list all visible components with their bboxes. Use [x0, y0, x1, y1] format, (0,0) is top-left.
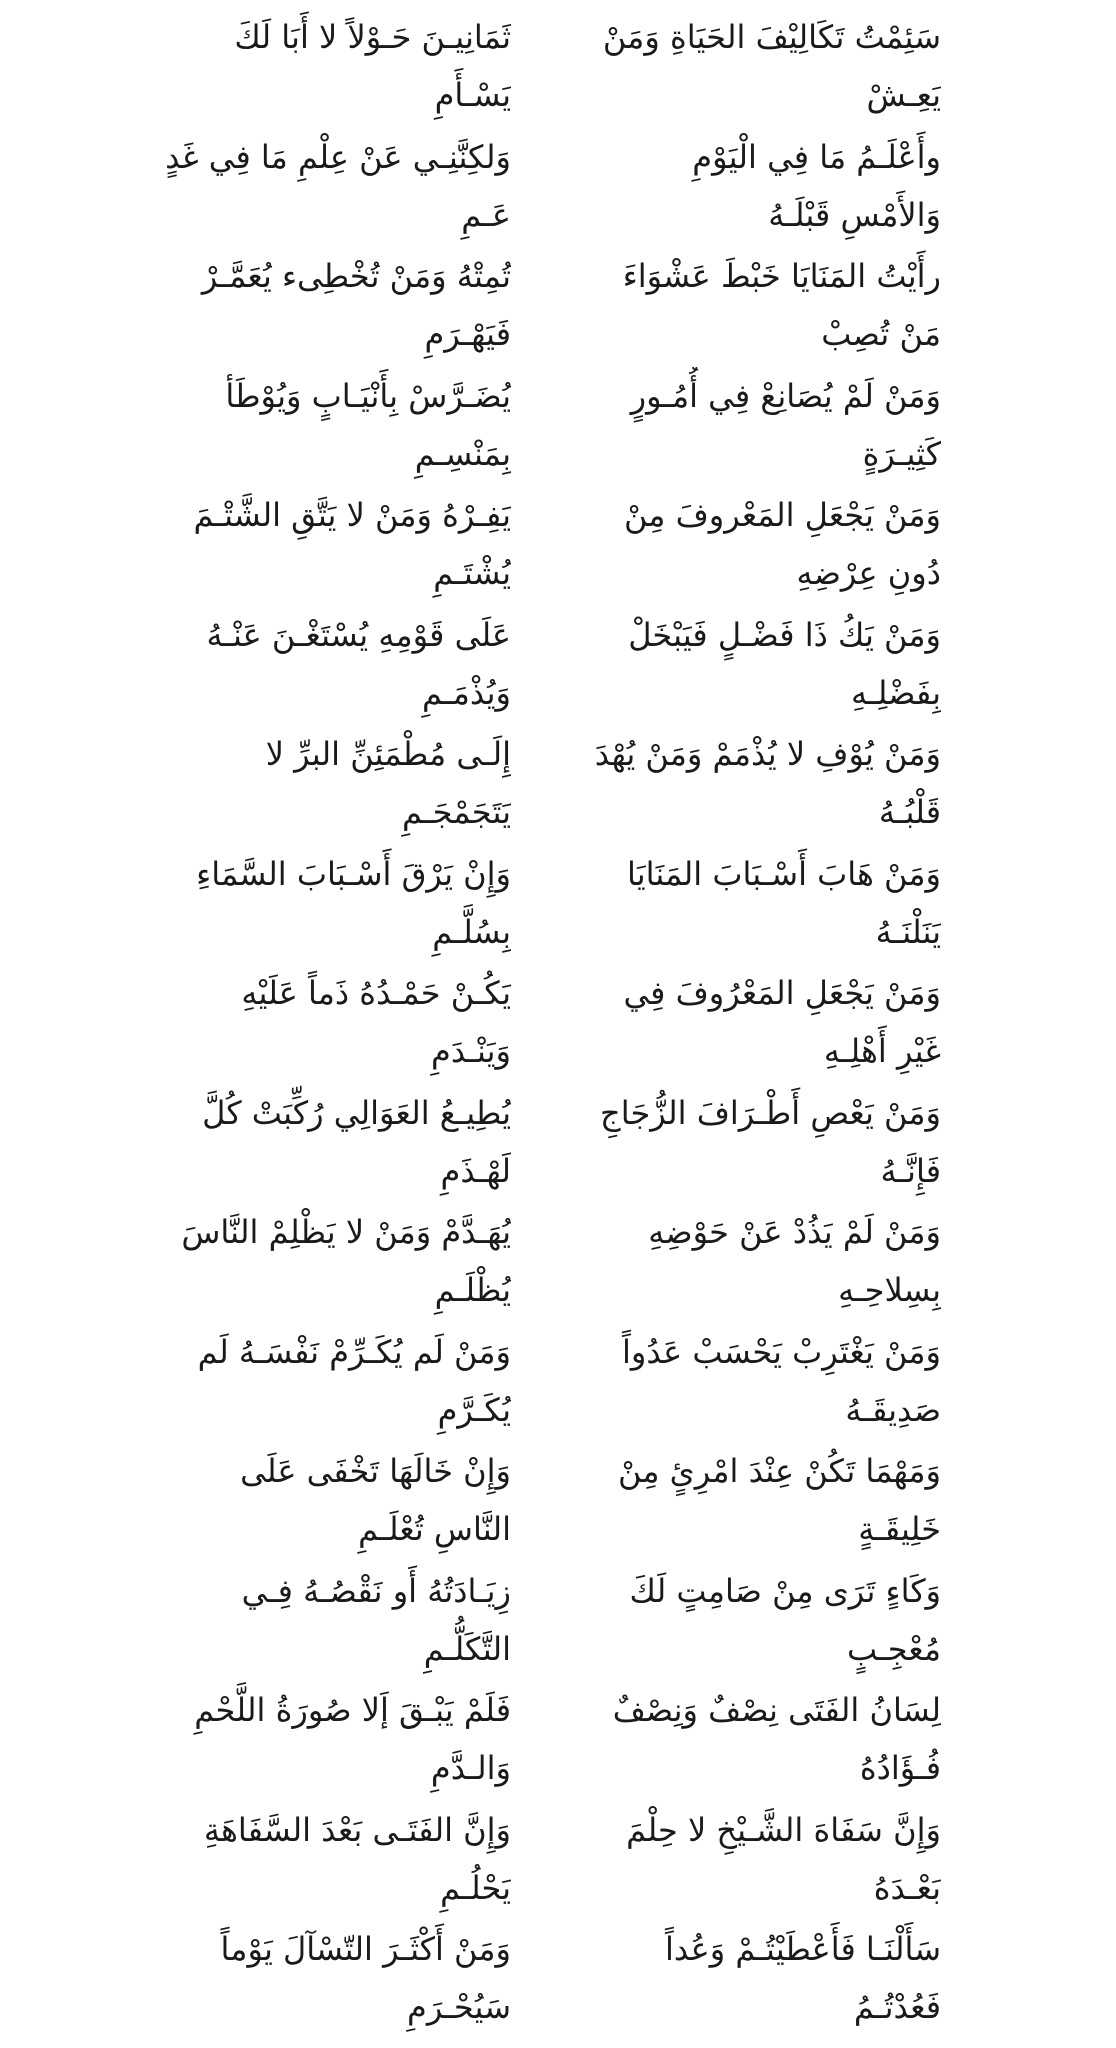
verse-row: [0, 128, 1116, 248]
verse-row: [0, 1681, 1116, 1801]
verse-second-hemistich: فَلَمْ يَبْـقَ إَلا صُورَةُ اللَّحْمِ وَالـدَّمِ: [194, 1691, 511, 1787]
verse-first-hemistich: وَمَهْمَا تَكُنْ عِنْدَ امْرِئٍ مِنْ خَلِيقَـةٍ: [618, 1452, 941, 1548]
verse-first-hemistich: وَمَنْ لَمْ يَذُدْ عَنْ حَوْضِهِ بِسِلاحِـهِ: [648, 1213, 941, 1309]
verse-first-hemistich: وَمَنْ هَابَ أَسْـبَابَ المَنَايَا يَنَلْنَـهُ: [626, 854, 941, 951]
verse-row: [0, 1203, 1116, 1323]
verse-first-hemistich: سَأَلْنَـا فَأَعْطَيْتُـمْ وَعُداً فَعُدْتُـمُ: [664, 1930, 941, 2026]
verse-row: [0, 1801, 1116, 1921]
verse-first-hemistich: وَمَنْ يَجْعَلِ المَعْروفَ مِنْ دُونِ عِرْضِهِ: [623, 496, 941, 592]
verse-first-hemistich: لِسَانُ الفَتَى نِصْفٌ وَنِصْفٌ فُـؤَادُهُ: [612, 1691, 941, 1787]
verse-first-hemistich: رأَيْتُ المَنَايَا خَبْطَ عَشْوَاءَ مَنْ تُصِبْ: [622, 257, 941, 353]
verse-row: [0, 367, 1116, 487]
verse-second-hemistich: وَمَنْ أَكْثَـرَ التّسْآلَ يَوْماً سَيُحْـرَمِ: [220, 1930, 511, 2026]
verse-row: [0, 1084, 1116, 1204]
verse-second-hemistich: إِلَـى مُطْمَئِنِّ البرِّ لا يَتَجَمْجَـمِ: [265, 735, 511, 831]
verse-row: [0, 725, 1116, 845]
verse-row: [0, 1562, 1116, 1682]
verse-first-hemistich: وَمَنْ يَجْعَلِ المَعْرُوفَ فِي غَيْرِ أَهْلِـهِ: [623, 974, 941, 1070]
verse-row: [0, 247, 1116, 367]
verse-second-hemistich: يُضَـرَّسْ بِأَنْيَـابٍ وَيُوْطَأ بِمَنْسِـمِ: [225, 376, 511, 473]
verse-row: [0, 1920, 1116, 2040]
verse-second-hemistich: يُهَـدَّمْ وَمَنْ لا يَظْلِمْ النَّاسَ يُظْلَـمِ: [181, 1213, 511, 1309]
verse-row: [0, 845, 1116, 965]
verse-second-hemistich: وَإِنْ خَالَهَا تَخْفَى عَلَى النَّاسِ تُعْلَـمِ: [240, 1452, 511, 1548]
verse-first-hemistich: وَمَنْ يَعْصِ أَطْـرَافَ الزُّجَاجِ فَإِنَّـهُ: [600, 1093, 941, 1190]
verse-second-hemistich: يَكُـنْ حَمْـدُهُ ذَماً عَلَيْهِ وَيَنْـدَمِ: [241, 974, 511, 1070]
verse-second-hemistich: ثَمَانِيـنَ حَـوْلاً لا أَبَا لَكَ يَسْـأَمِ: [234, 18, 511, 114]
verse-second-hemistich: وَإِنْ يَرْقَ أَسْـبَابَ السَّمَاءِ بِسُلَّـمِ: [196, 854, 511, 951]
verse-first-hemistich: وَمَنْ يَغْتَرِبْ يَحْسَبْ عَدُواً صَدِيقَـهُ: [621, 1332, 941, 1429]
verse-first-hemistich: وَإِنَّ سَفَاهَ الشَّـيْخِ لا حِلْمَ بَعْـدَهُ: [626, 1810, 941, 1907]
verse-second-hemistich: يُطِيـعُ العَوَالِي رُكِّبَتْ كُلَّ لَهْـذَمِ: [202, 1093, 511, 1190]
verse-second-hemistich: وَإِنَّ الفَتَـى بَعْدَ السَّفَاهَةِ يَحْلُـمِ: [203, 1810, 511, 1907]
verse-row: [0, 1323, 1116, 1443]
verse-second-hemistich: زِيَـادَتُهُ أَو نَقْصُـهُ فِـي التَّكَلُّـمِ: [241, 1571, 511, 1668]
verse-second-hemistich: وَلكِنَّنِـي عَنْ عِلْمِ مَا فِي غَدٍ عَـمِ: [165, 137, 511, 234]
verse-first-hemistich: وَكَاءٍ تَرَى مِنْ صَامِتٍ لَكَ مُعْجِـبٍ: [629, 1571, 941, 1668]
verse-row: [0, 486, 1116, 606]
verse-first-hemistich: سَئِمْتُ تَكَالِيْفَ الحَيَاةِ وَمَنْ يَعِـشْ: [602, 18, 941, 114]
verse-row: [0, 1442, 1116, 1562]
verse-first-hemistich: وَمَنْ يَكُ ذَا فَضْـلٍ فَيَبْخَلْ بِفَضْلِـهِ: [628, 615, 941, 712]
verse-row: [0, 964, 1116, 1084]
verse-second-hemistich: عَلَى قَوْمِهِ يُسْتَغْـنَ عَنْـهُ وَيُذْمَـمِ: [206, 615, 511, 712]
verse-first-hemistich: وَمَنْ لَمْ يُصَانِعْ فِي أُمُـورٍ كَثِيـرَةٍ: [630, 376, 941, 473]
verse-second-hemistich: وَمَنْ لَم يُكَـرِّمْ نَفْسَـهُ لَم يُكَـرَّمِ: [197, 1332, 511, 1429]
verse-first-hemistich: وأَعْلَـمُ مَا فِي الْيَوْمِ وَالأَمْسِ قَبْلَـهُ: [692, 137, 941, 234]
verse-row: [0, 606, 1116, 726]
verse-second-hemistich: تُمِتْهُ وَمَنْ تُخْطِىء يُعَمَّـرْ فَيَهْـرَمِ: [201, 257, 511, 353]
verse-second-hemistich: يَفِـرْهُ وَمَنْ لا يَتَّقِ الشَّتْـمَ يُشْتَـمِ: [193, 496, 511, 592]
verse-row: [0, 8, 1116, 128]
verse-first-hemistich: وَمَنْ يُوْفِ لا يُذْمَمْ وَمَنْ يُهْدَ قَلْبُـهُ: [594, 735, 941, 831]
